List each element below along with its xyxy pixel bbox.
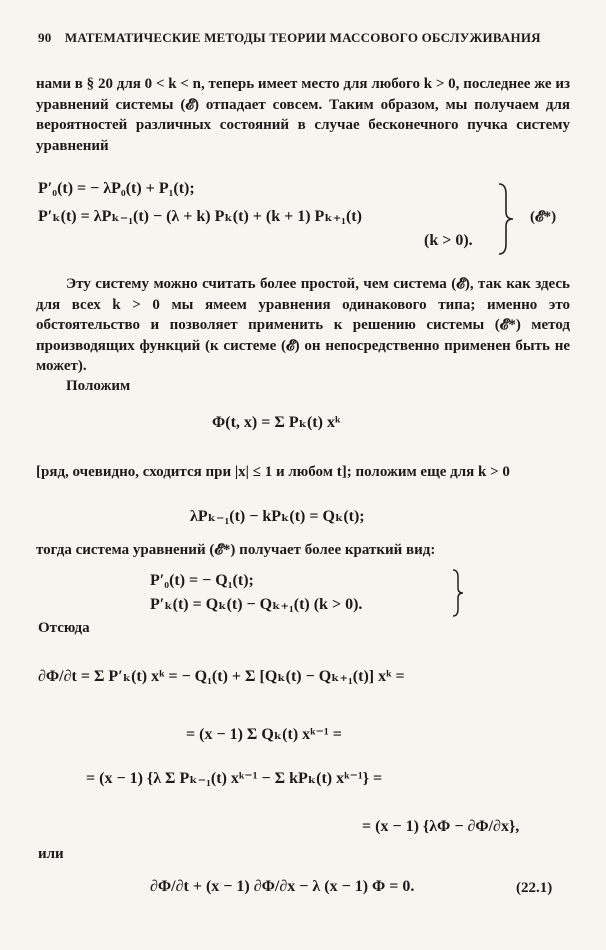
- equation-tag-22-1: (22.1): [516, 880, 553, 896]
- page-header: [38, 30, 578, 46]
- running-title: МАТЕМАТИЧЕСКИЕ МЕТОДЫ ТЕОРИИ МАССОВОГО ОБСЛУЖИВАНИЯ: [64, 30, 541, 45]
- system-short-line-1: P′₀(t) = − Q₁(t);: [150, 572, 254, 589]
- system-e-star-line-1: P′₀(t) = − λP₀(t) + P₁(t);: [38, 180, 195, 197]
- paragraph-short-form: тогда система уравнений (𝓔*) получает более краткий вид:: [36, 542, 436, 558]
- system-e-star-line-2: P′ₖ(t) = λPₖ₋₁(t) − (λ + k) Pₖ(t) + (k + 1) Pₖ₊₁(t): [38, 208, 362, 225]
- word-polozhim: Положим: [66, 378, 131, 394]
- q-definition: λPₖ₋₁(t) − kPₖ(t) = Qₖ(t);: [190, 508, 365, 525]
- system-short-line-2: P′ₖ(t) = Qₖ(t) − Qₖ₊₁(t) (k > 0).: [150, 596, 363, 613]
- generating-function-definition: Φ(t, x) = Σ Pₖ(t) xᵏ: [212, 414, 341, 431]
- derivation-line-2: = (x − 1) Σ Qₖ(t) xᵏ⁻¹ =: [186, 726, 342, 743]
- page-number: 90: [38, 30, 52, 45]
- equation-tag-e-star: (𝓔*): [530, 209, 557, 225]
- derivation-line-3: = (x − 1) {λ Σ Pₖ₋₁(t) xᵏ⁻¹ − Σ kPₖ(t) xᵏ⁻¹} =: [86, 770, 383, 787]
- derivation-line-4: = (x − 1) {λΦ − ∂Φ/∂x},: [362, 818, 520, 835]
- system-e-star-condition: (k > 0).: [424, 232, 473, 249]
- word-otsyuda: Отсюда: [38, 620, 90, 636]
- right-brace-small-icon: [450, 568, 466, 618]
- right-brace-icon: [496, 182, 516, 256]
- paragraph-intro: нами в § 20 для 0 < k < n, теперь имеет место для любого k > 0, последнее же из уравнений системы (𝓔) отпадает совсем. Таким образом, мы получаем для вероятностей различных состояний в случае бесконечного пучка систему уравнений: [36, 76, 570, 154]
- derivation-line-1: ∂Φ/∂t = Σ P′ₖ(t) xᵏ = − Q₁(t) + Σ [Qₖ(t) − Qₖ₊₁(t)] xᵏ =: [38, 668, 405, 685]
- paragraph-series-convergence: [ряд, очевидно, сходится при |x| ≤ 1 и любом t]; положим еще для k > 0: [36, 464, 510, 480]
- paragraph-discussion: Эту систему можно считать более простой, чем система (𝓔), так как здесь для всех k > 0 мы ямеем уравнения одинакового типа; именно это обстоятельство и позволяет применить к решению системы (𝓔*) метод производящих функций (к системе (𝓔) он непосредственно применен быть не может).: [36, 276, 570, 374]
- word-ili: или: [38, 846, 64, 862]
- pde-equation: ∂Φ/∂t + (x − 1) ∂Φ/∂x − λ (x − 1) Φ = 0.: [150, 878, 415, 895]
